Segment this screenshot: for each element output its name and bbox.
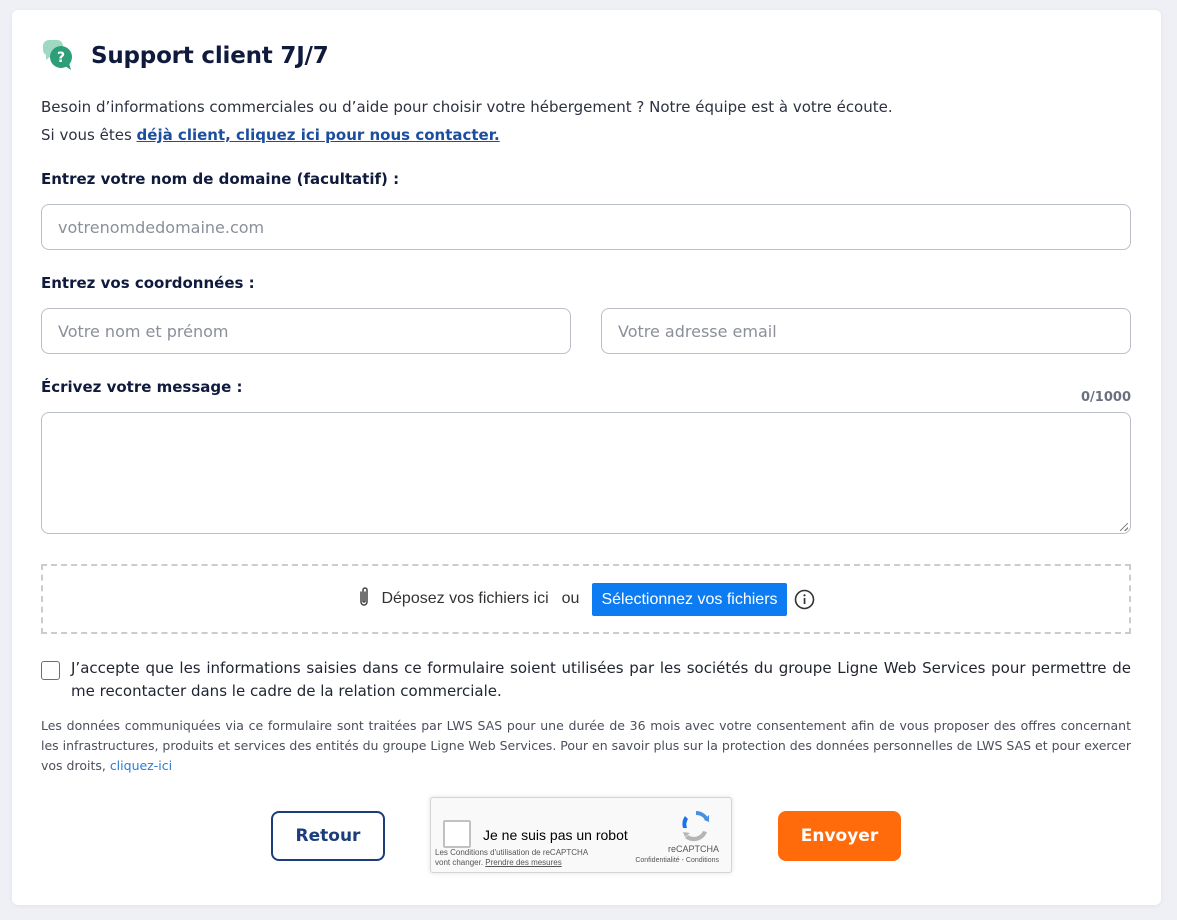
message-textarea[interactable]: [41, 412, 1131, 534]
page-title: Support client 7J/7: [91, 43, 329, 69]
character-counter: 0/1000: [1081, 390, 1131, 405]
back-button[interactable]: Retour: [271, 811, 385, 861]
intro-prefix: Si vous êtes: [41, 126, 137, 144]
resize-handle[interactable]: [1120, 523, 1128, 531]
legal-notice: [41, 716, 1131, 776]
contact-label: Entrez vos coordonnées :: [41, 274, 255, 292]
privacy-link[interactable]: cliquez-ici: [109, 758, 173, 773]
header: [41, 40, 329, 72]
recaptcha-terms-prefix: vont changer.: [435, 858, 486, 867]
recaptcha-logo-icon: [679, 808, 713, 842]
paperclip-icon: [357, 586, 371, 613]
svg-text:?: ?: [56, 50, 66, 66]
recaptcha-widget: [430, 797, 732, 873]
domain-placeholder: votrenomdedomaine.com: [58, 217, 265, 237]
recaptcha-checkbox[interactable]: [443, 820, 471, 848]
domain-label: Entrez votre nom de domaine (facultatif) :: [41, 170, 400, 188]
message-label: Écrivez votre message :: [41, 378, 243, 396]
consent-text: J’accepte que les informations saisies dans ce formulaire soient utilisées par les sociétés du groupe Ligne Web Services pour permettre de me recontacter dans le cadre de la relation commerciale.: [71, 659, 1131, 700]
recaptcha-terms-line2: [435, 858, 588, 868]
or-text: ou: [561, 590, 580, 607]
recaptcha-links[interactable]: Confidentialité - Conditions: [635, 857, 719, 864]
recaptcha-terms: [435, 848, 588, 868]
send-button[interactable]: Envoyer: [778, 811, 901, 861]
recaptcha-label: Je ne suis pas un robot: [483, 827, 628, 843]
recaptcha-terms-link[interactable]: Prendre des mesures: [485, 858, 562, 867]
domain-input[interactable]: [41, 204, 1131, 250]
name-input[interactable]: [41, 308, 571, 354]
select-files-button[interactable]: Sélectionnez vos fichiers: [592, 583, 786, 616]
info-icon[interactable]: [794, 589, 815, 610]
consent-checkbox[interactable]: [41, 661, 60, 680]
email-placeholder: Votre adresse email: [618, 321, 777, 341]
chat-question-icon: [41, 40, 75, 72]
file-dropzone[interactable]: [41, 564, 1131, 634]
intro-client-line: [41, 121, 1131, 149]
recaptcha-brand: reCAPTCHA: [667, 844, 719, 854]
intro-text: [41, 93, 1131, 149]
drop-text: Déposez vos fichiers ici: [381, 590, 549, 607]
support-form-card: [12, 10, 1161, 905]
existing-client-link[interactable]: déjà client, cliquez ici pour nous contacter.: [136, 126, 500, 144]
legal-text: Les données communiquées via ce formulaire sont traitées par LWS SAS pour une durée de 36 mois avec votre consentement afin de vous proposer des offres concernant les infrastructures, produits et services des entités du groupe Ligne Web Services. Pour en savoir plus sur la protection des données personnelles de LWS SAS et pour exercer vos droits,: [41, 718, 1131, 773]
name-placeholder: Votre nom et prénom: [58, 321, 229, 341]
email-input[interactable]: [601, 308, 1131, 354]
recaptcha-terms-line: Les Conditions d'utilisation de reCAPTCHA: [435, 848, 589, 857]
intro-line: Besoin d’informations commerciales ou d’aide pour choisir votre hébergement ? Notre équipe est à votre écoute.: [41, 98, 893, 116]
